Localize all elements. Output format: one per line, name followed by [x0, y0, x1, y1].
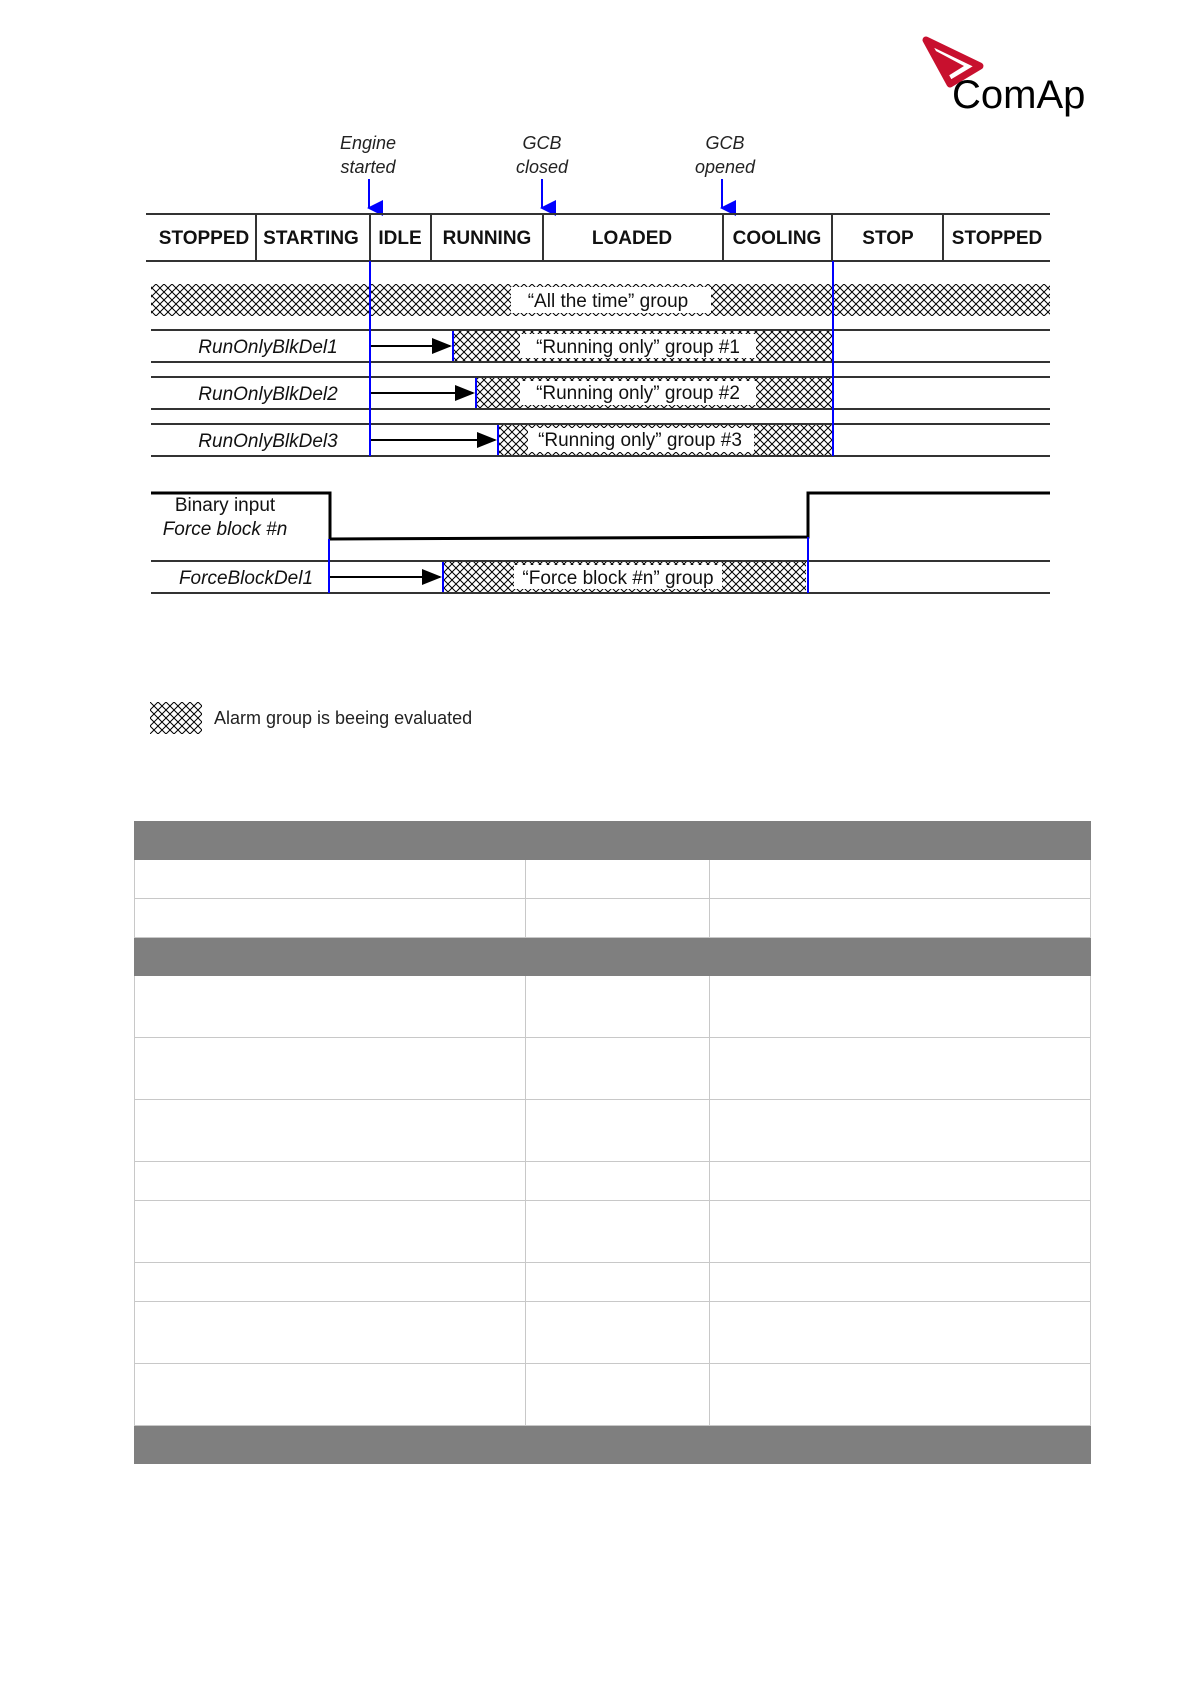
legend-text: Alarm group is beeing evaluated	[214, 707, 473, 728]
table-header-row	[135, 822, 1091, 860]
table-row	[135, 899, 1091, 938]
logo-text: ComAp	[952, 73, 1086, 117]
force-group-label: “Force block #n” group	[522, 568, 714, 589]
all-time-group-label: “All the time” group	[527, 291, 689, 312]
parameter-table	[134, 821, 1091, 1464]
table-row	[135, 976, 1091, 1038]
table-row	[135, 1038, 1091, 1100]
table-row	[135, 1162, 1091, 1201]
table-row	[135, 860, 1091, 899]
delay-label-run1: RunOnlyBlkDel1	[198, 337, 338, 358]
state-loaded: LOADED	[591, 228, 673, 249]
table-row	[135, 1201, 1091, 1263]
event-engine-started-line2: started	[340, 157, 396, 177]
running-group-1-label: “Running only” group #1	[536, 337, 740, 358]
running-group-2-label: “Running only” group #2	[536, 383, 740, 404]
state-stopped-2: STOPPED	[951, 228, 1043, 249]
running-group-3-label: “Running only” group #3	[538, 430, 742, 451]
state-stopped-1: STOPPED	[158, 228, 250, 249]
table-header-row	[135, 1426, 1091, 1464]
table-row	[135, 1364, 1091, 1426]
delay-label-run2: RunOnlyBlkDel2	[198, 384, 338, 405]
legend	[150, 702, 472, 734]
binary-input-label-1: Binary input	[174, 495, 276, 516]
event-gcb-closed-line2: closed	[515, 157, 569, 177]
event-gcb-opened-line1: GCB	[705, 133, 745, 153]
state-cooling: COOLING	[732, 228, 822, 249]
binary-input-label-2: Force block #n	[162, 519, 288, 540]
delay-label-force: ForceBlockDel1	[178, 568, 314, 589]
table-row	[135, 1100, 1091, 1162]
event-engine-started-line1: Engine	[339, 133, 397, 153]
delay-label-run3: RunOnlyBlkDel3	[198, 431, 338, 452]
table-header-row	[135, 938, 1091, 976]
state-running: RUNNING	[442, 228, 532, 249]
event-gcb-closed-line1: GCB	[522, 133, 562, 153]
table-row	[135, 1263, 1091, 1302]
state-idle: IDLE	[378, 228, 422, 249]
crosshatch-swatch-icon	[150, 702, 202, 734]
timing-diagram	[0, 0, 1191, 760]
state-stop: STOP	[862, 228, 914, 249]
event-gcb-opened-line2: opened	[694, 157, 756, 177]
state-starting: STARTING	[263, 228, 359, 249]
table-row	[135, 1302, 1091, 1364]
